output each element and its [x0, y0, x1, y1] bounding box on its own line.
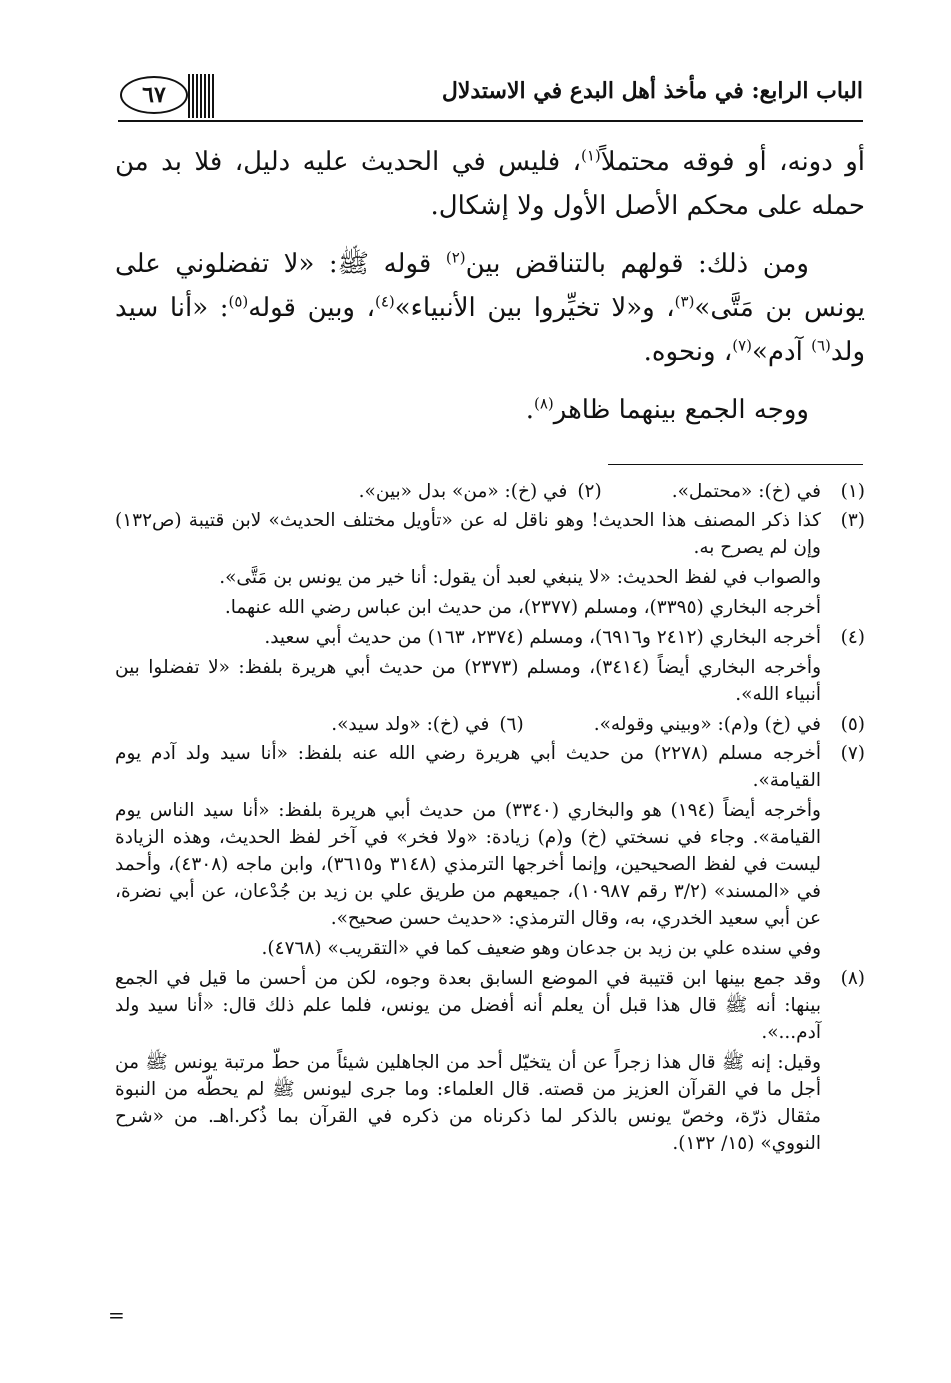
footnote-text: في (خ) و(م): «وبيني وقوله». [593, 714, 821, 735]
paragraph-1 [115, 140, 865, 228]
footnote-text: أخرجه مسلم (٢٢٧٨) من حديث أبي هريرة رضي الله عنه بلفظ: «أنا سيد ولد آدم يوم القيامة». [115, 743, 822, 791]
footnote-number: (٤) [840, 627, 865, 648]
footnote-text: وأخرجه البخاري أيضاً (٣٤١٤)، ومسلم (٢٣٧٣) من حديث أبي هريرة بلفظ: «لا تفضلوا بين أنبياء الله». [115, 657, 821, 705]
text-run: . [525, 395, 534, 425]
footnote-text: وقيل: إنه ﷺ قال هذا زجراً عن أن يتخيّل أحد من الجاهلين شيئاً من حطّ مرتبة يونس ﷺ من أجل ما في القرآن العزيز من قصته. قال العلماء: وما جرى ليونس ﷺ لم يحطّه من النبوة مثقال ذرّة، وخصّ يونس بالذكر لما ذكرناه من ذكره في القرآن بما ذُكر.اهـ. من «شرح النووي» (١٥/ ١٣٢). [115, 1052, 821, 1154]
footnotes [115, 478, 865, 1160]
paragraph-3 [115, 388, 865, 432]
running-title: الباب الرابع: في مأخذ أهل البدع في الاستدلال [441, 78, 863, 104]
footnote-number: (٧) [840, 743, 865, 764]
footnote-8 [115, 965, 865, 1157]
text-run: أو دونه، أو فوقه محتملاً [600, 147, 865, 177]
footnote-text: أخرجه البخاري (٢٤١٢ و٦٩١٦)، ومسلم (٢٣٧٤، ١٦٣) من حديث أبي سعيد. [264, 627, 821, 648]
footnote-1-2 [115, 478, 865, 505]
main-text [115, 140, 865, 446]
footnote-number: (٥) [840, 714, 865, 735]
footnote-number: (٢) [577, 481, 602, 502]
footnote-4 [115, 624, 865, 708]
page-number-badge [118, 74, 218, 116]
footnote-separator [608, 464, 863, 465]
footnote-number: (١) [840, 481, 865, 502]
footnote-text: في (خ): «محتمل». [671, 481, 821, 502]
footnote-ref[interactable]: (١) [581, 146, 601, 165]
text-run: ومن ذلك: قولهم بالتناقض بين [465, 249, 809, 279]
text-run: ، و«لا تخيِّروا بين الأنبياء» [394, 293, 675, 323]
footnote-ref[interactable]: (٧) [732, 336, 753, 355]
footnote-5-6 [115, 711, 865, 738]
continuation-mark: = [108, 1303, 125, 1327]
footnote-number: (٨) [840, 968, 865, 989]
footnote-text: وقد جمع بينها ابن قتيبة في الموضع السابق بعدة وجوه، لكن من أحسن ما قيل في الجمع بينها: أنه ﷺ قال هذا قبل أن يعلم أنه أفضل من يونس، فلما علم ذلك قال: «أنا سيد ولد آدم...». [115, 968, 821, 1043]
text-run: قوله ﷺ: «لا تفضلوني على يونس بن مَتَّى» [115, 249, 866, 323]
footnote-ref[interactable]: (٨) [533, 394, 554, 413]
footnote-number: (٣) [840, 510, 865, 531]
text-run: ، فليس في الحديث عليه دليل، فلا بد من حمله على محكم الأصل الأول ولا إشكال. [115, 147, 865, 221]
footnote-7 [115, 740, 865, 962]
footnote-ref[interactable]: (٦) [811, 336, 831, 355]
footnote-ref[interactable]: (٣) [674, 292, 695, 311]
page-number: ٦٧ [120, 76, 188, 114]
footnote-text: أخرجه البخاري (٣٣٩٥)، ومسلم (٢٣٧٧)، من حديث ابن عباس رضي الله عنهما. [224, 597, 821, 618]
footnote-3 [115, 507, 865, 621]
page-header [118, 70, 863, 122]
text-run: ، وبين قوله [248, 293, 375, 323]
paragraph-2 [115, 242, 865, 374]
footnote-ref[interactable]: (٥) [228, 292, 249, 311]
text-run: ووجه الجمع بينهما ظاهر [553, 395, 809, 425]
footnote-number: (٦) [499, 714, 524, 735]
footnote-text: وأخرجه أيضاً (١٩٤) هو والبخاري (٣٣٤٠) من حديث أبي هريرة بلفظ: «أنا سيد الناس يوم القيامة». وجاء في نسختي (خ) و(م) زيادة: «ولا فخر» في آخر لفظ الحديث، وهذه الزيادة ليست في لفظ الصحيحين، وإنما أخرجها الترمذي (٣١٤٨ و٣٦١٥)، وابن ماجه (٤٣٠٨)، وأحمد في «المسند» (٣/٢ رقم ١٠٩٨٧)، جميعهم من طريق علي بن زيد بن جُدْعان، عن أبي نضرة، عن أبي سعيد الخدري، به، وقال الترمذي: «حديث حسن صحيح». [115, 800, 821, 929]
footnote-ref[interactable]: (٢) [445, 248, 466, 267]
text-run: آدم» [752, 337, 812, 367]
footnote-text: في (خ): «من» بدل «بين». [358, 481, 568, 502]
footnote-ref[interactable]: (٤) [374, 292, 395, 311]
text-run: ، ونحوه. [643, 337, 733, 367]
footnote-text: وفي سنده علي بن زيد بن جدعان وهو ضعيف كما في «التقريب» (٤٧٦٨). [261, 938, 821, 959]
decorative-bars [188, 74, 216, 118]
text-run: : «أنا سيد ولد [115, 293, 865, 367]
footnote-text: والصواب في لفظ الحديث: «لا ينبغي لعبد أن يقول: أنا خير من يونس بن مَتَّى». [219, 567, 821, 588]
footnote-text: كذا ذكر المصنف هذا الحديث! وهو ناقل له عن «تأويل مختلف الحديث» لابن قتيبة (ص١٣٢) وإن لم يصرح به. [115, 510, 821, 558]
footnote-text: في (خ): «ولد سيد». [331, 714, 490, 735]
